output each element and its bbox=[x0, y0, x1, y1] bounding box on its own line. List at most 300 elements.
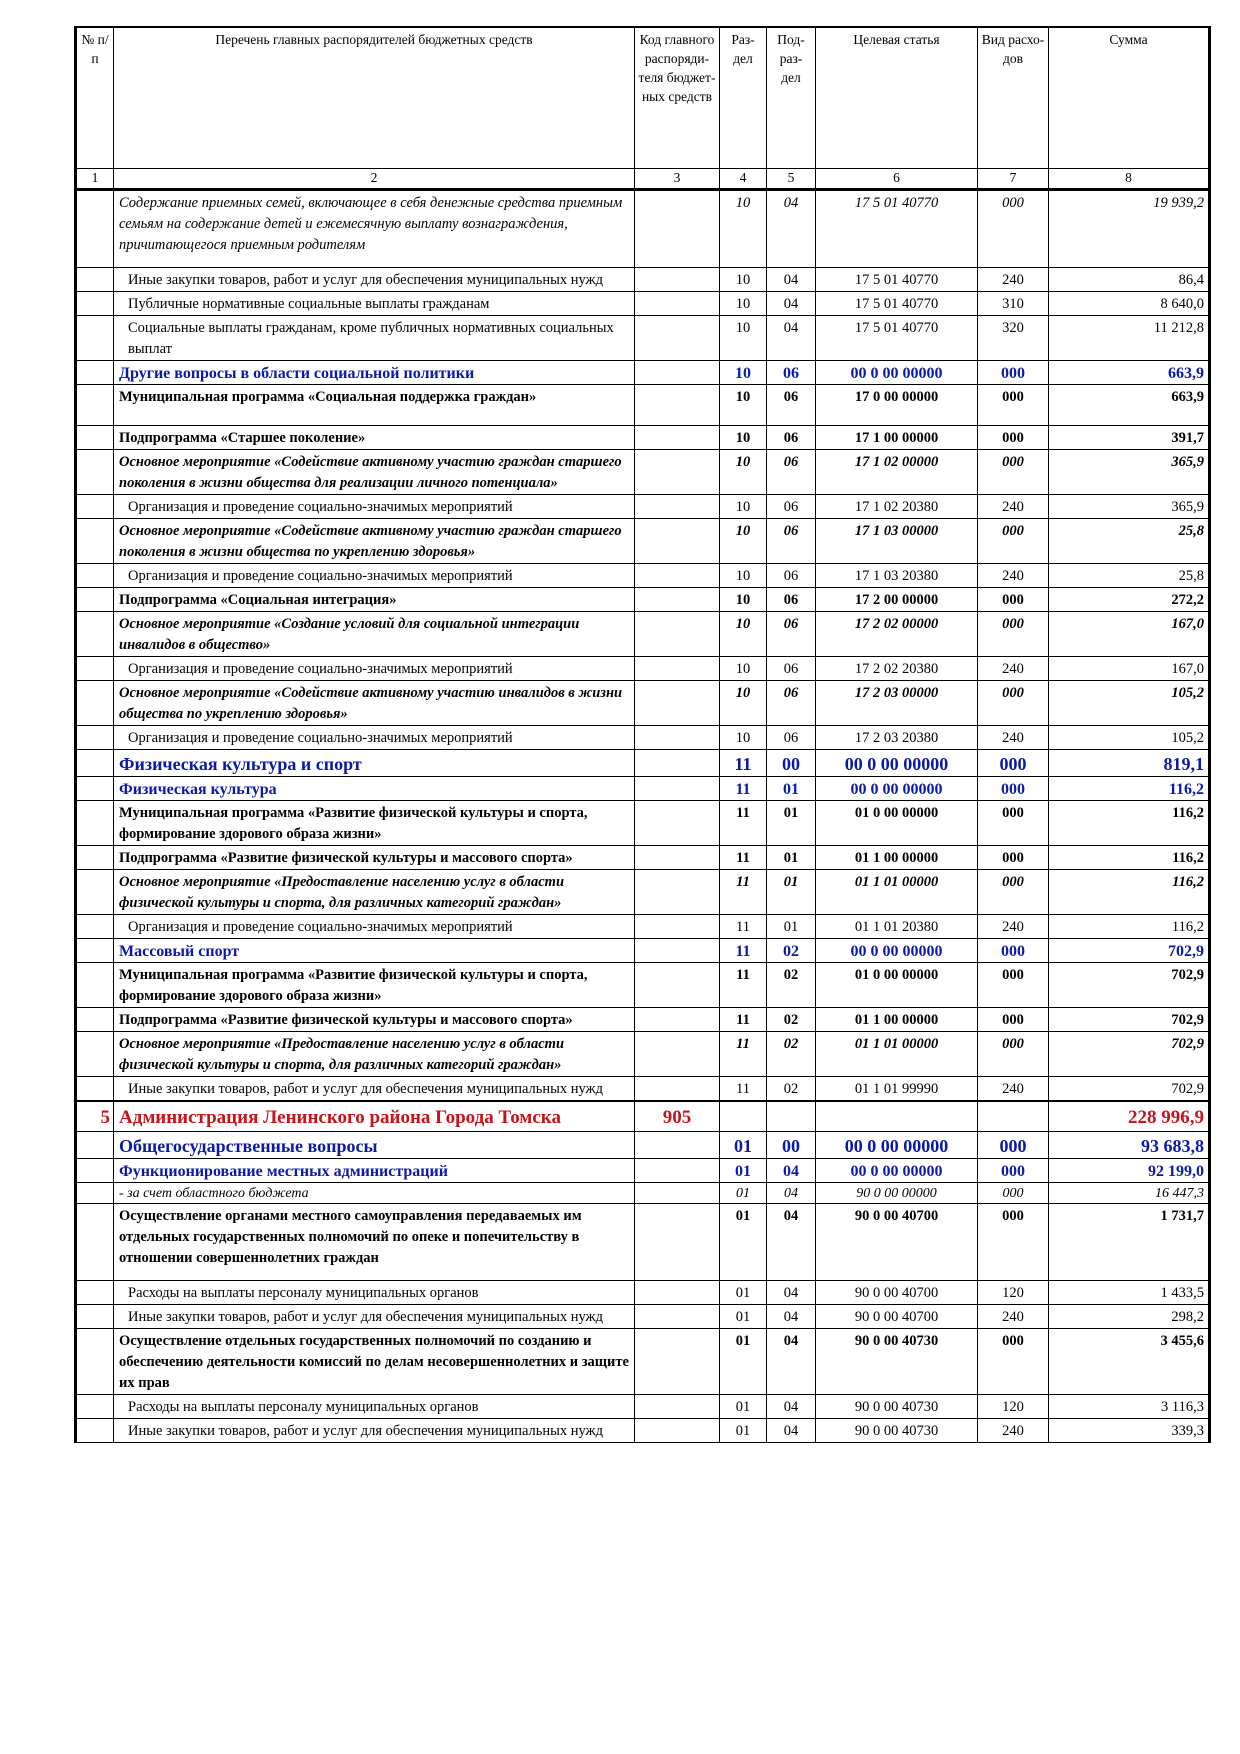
row-name: Публичные нормативные социальные выплаты гражданам bbox=[114, 292, 635, 316]
row-name: Массовый спорт bbox=[114, 939, 635, 963]
table-row bbox=[76, 361, 1210, 385]
table-row bbox=[76, 450, 1210, 495]
row-number bbox=[76, 564, 114, 588]
table-row bbox=[76, 939, 1210, 963]
row-number bbox=[76, 292, 114, 316]
row-sum: 25,8 bbox=[1049, 519, 1210, 564]
row-code bbox=[635, 1183, 720, 1204]
table-row bbox=[76, 519, 1210, 564]
row-razdel bbox=[720, 1101, 767, 1132]
row-code bbox=[635, 750, 720, 777]
budget-table bbox=[74, 26, 1211, 1443]
row-name: Физическая культура bbox=[114, 777, 635, 801]
row-razdel: 11 bbox=[720, 801, 767, 846]
row-razdel: 11 bbox=[720, 777, 767, 801]
row-number bbox=[76, 915, 114, 939]
row-name: Организация и проведение социально-значимых мероприятий bbox=[114, 657, 635, 681]
row-code bbox=[635, 564, 720, 588]
row-vid: 000 bbox=[978, 1183, 1049, 1204]
row-target: 17 1 03 20380 bbox=[816, 564, 978, 588]
row-podrazdel: 04 bbox=[767, 1281, 816, 1305]
row-razdel: 10 bbox=[720, 495, 767, 519]
row-number bbox=[76, 1132, 114, 1159]
row-razdel: 01 bbox=[720, 1305, 767, 1329]
table-row bbox=[76, 870, 1210, 915]
row-razdel: 01 bbox=[720, 1204, 767, 1281]
row-target: 17 1 03 00000 bbox=[816, 519, 978, 564]
table-row bbox=[76, 588, 1210, 612]
row-podrazdel: 06 bbox=[767, 681, 816, 726]
row-podrazdel: 04 bbox=[767, 1329, 816, 1395]
row-number bbox=[76, 939, 114, 963]
row-vid: 000 bbox=[978, 870, 1049, 915]
row-target: 90 0 00 40700 bbox=[816, 1305, 978, 1329]
row-code bbox=[635, 1419, 720, 1443]
row-code bbox=[635, 385, 720, 426]
row-vid: 240 bbox=[978, 268, 1049, 292]
row-razdel: 10 bbox=[720, 268, 767, 292]
row-number bbox=[76, 726, 114, 750]
table-row bbox=[76, 1305, 1210, 1329]
row-target: 90 0 00 40730 bbox=[816, 1419, 978, 1443]
row-razdel: 10 bbox=[720, 564, 767, 588]
row-podrazdel: 00 bbox=[767, 750, 816, 777]
row-name: Общегосударственные вопросы bbox=[114, 1132, 635, 1159]
row-code bbox=[635, 1077, 720, 1102]
row-name: Подпрограмма «Развитие физической культуры и массового спорта» bbox=[114, 846, 635, 870]
row-target: 00 0 00 00000 bbox=[816, 939, 978, 963]
row-number bbox=[76, 385, 114, 426]
row-name: Муниципальная программа «Развитие физической культуры и спорта, формирование здорового образа жизни» bbox=[114, 963, 635, 1008]
row-code bbox=[635, 1008, 720, 1032]
row-name: Содержание приемных семей, включающее в себя денежные средства приемным семьям на содержание детей и ежемесячную выплату вознаграждения, причитающегося приемным родителям bbox=[114, 190, 635, 268]
row-podrazdel: 06 bbox=[767, 426, 816, 450]
row-podrazdel: 04 bbox=[767, 1419, 816, 1443]
row-vid: 000 bbox=[978, 777, 1049, 801]
row-vid: 000 bbox=[978, 1204, 1049, 1281]
row-sum: 663,9 bbox=[1049, 385, 1210, 426]
row-vid: 000 bbox=[978, 939, 1049, 963]
row-name: Муниципальная программа «Социальная поддержка граждан» bbox=[114, 385, 635, 426]
row-razdel: 01 bbox=[720, 1395, 767, 1419]
row-name: Администрация Ленинского района Города Томска bbox=[114, 1101, 635, 1132]
table-row bbox=[76, 1204, 1210, 1281]
row-podrazdel: 04 bbox=[767, 1305, 816, 1329]
row-number bbox=[76, 846, 114, 870]
row-podrazdel: 02 bbox=[767, 939, 816, 963]
header-podrazdel: Под-раз-дел bbox=[767, 27, 816, 169]
row-razdel: 11 bbox=[720, 750, 767, 777]
row-code bbox=[635, 1281, 720, 1305]
row-name: Организация и проведение социально-значимых мероприятий bbox=[114, 915, 635, 939]
row-target: 00 0 00 00000 bbox=[816, 1132, 978, 1159]
row-vid: 000 bbox=[978, 801, 1049, 846]
row-podrazdel: 06 bbox=[767, 450, 816, 495]
row-number bbox=[76, 361, 114, 385]
row-podrazdel: 04 bbox=[767, 1204, 816, 1281]
row-vid: 240 bbox=[978, 726, 1049, 750]
row-sum: 1 731,7 bbox=[1049, 1204, 1210, 1281]
row-code bbox=[635, 1395, 720, 1419]
row-razdel: 11 bbox=[720, 1077, 767, 1102]
row-razdel: 10 bbox=[720, 190, 767, 268]
row-code bbox=[635, 1329, 720, 1395]
row-podrazdel bbox=[767, 1101, 816, 1132]
row-vid: 000 bbox=[978, 588, 1049, 612]
table-row bbox=[76, 750, 1210, 777]
header-name: Перечень главных распорядителей бюджетных средств bbox=[114, 27, 635, 169]
row-name: Подпрограмма «Развитие физической культуры и массового спорта» bbox=[114, 1008, 635, 1032]
row-sum: 702,9 bbox=[1049, 1008, 1210, 1032]
table-row bbox=[76, 316, 1210, 361]
table-row bbox=[76, 963, 1210, 1008]
row-number bbox=[76, 1032, 114, 1077]
row-vid: 000 bbox=[978, 681, 1049, 726]
table-row bbox=[76, 846, 1210, 870]
row-sum: 663,9 bbox=[1049, 361, 1210, 385]
row-vid: 310 bbox=[978, 292, 1049, 316]
row-vid: 000 bbox=[978, 190, 1049, 268]
table-row bbox=[76, 681, 1210, 726]
row-sum: 25,8 bbox=[1049, 564, 1210, 588]
row-code bbox=[635, 801, 720, 846]
row-code bbox=[635, 519, 720, 564]
table-row bbox=[76, 426, 1210, 450]
row-razdel: 10 bbox=[720, 361, 767, 385]
row-name: Осуществление отдельных государственных полномочий по созданию и обеспечению деятельности комиссий по делам несовершеннолетних и защите их прав bbox=[114, 1329, 635, 1395]
row-code bbox=[635, 846, 720, 870]
row-code bbox=[635, 292, 720, 316]
row-name: Осуществление органами местного самоуправления передаваемых им отдельных государственных полномочий по опеке и попечительству в отношении совершеннолетних граждан bbox=[114, 1204, 635, 1281]
column-number: 7 bbox=[978, 169, 1049, 190]
row-sum: 105,2 bbox=[1049, 726, 1210, 750]
row-number bbox=[76, 1305, 114, 1329]
table-row bbox=[76, 1101, 1210, 1132]
row-code: 905 bbox=[635, 1101, 720, 1132]
row-podrazdel: 06 bbox=[767, 495, 816, 519]
header-code: Код главного распоряди-теля бюджет-ных средств bbox=[635, 27, 720, 169]
row-code bbox=[635, 426, 720, 450]
row-podrazdel: 04 bbox=[767, 1183, 816, 1204]
row-target: 00 0 00 00000 bbox=[816, 361, 978, 385]
row-target: 17 5 01 40770 bbox=[816, 268, 978, 292]
row-podrazdel: 04 bbox=[767, 268, 816, 292]
row-razdel: 10 bbox=[720, 519, 767, 564]
row-target: 01 1 00 00000 bbox=[816, 1008, 978, 1032]
row-podrazdel: 01 bbox=[767, 915, 816, 939]
row-target: 17 2 03 00000 bbox=[816, 681, 978, 726]
row-vid: 000 bbox=[978, 750, 1049, 777]
row-podrazdel: 04 bbox=[767, 292, 816, 316]
table-row bbox=[76, 292, 1210, 316]
header-sum: Сумма bbox=[1049, 27, 1210, 169]
row-vid: 000 bbox=[978, 450, 1049, 495]
row-vid: 000 bbox=[978, 1132, 1049, 1159]
row-vid: 000 bbox=[978, 1008, 1049, 1032]
row-podrazdel: 01 bbox=[767, 846, 816, 870]
row-target: 17 2 00 00000 bbox=[816, 588, 978, 612]
header-target: Целевая статья bbox=[816, 27, 978, 169]
table-header-row bbox=[76, 27, 1210, 169]
row-razdel: 10 bbox=[720, 292, 767, 316]
row-number bbox=[76, 495, 114, 519]
header-razdel: Раз-дел bbox=[720, 27, 767, 169]
row-sum: 702,9 bbox=[1049, 963, 1210, 1008]
row-razdel: 01 bbox=[720, 1329, 767, 1395]
row-number bbox=[76, 1204, 114, 1281]
table-row bbox=[76, 1008, 1210, 1032]
row-code bbox=[635, 316, 720, 361]
row-razdel: 11 bbox=[720, 963, 767, 1008]
table-row bbox=[76, 1077, 1210, 1102]
row-sum: 339,3 bbox=[1049, 1419, 1210, 1443]
row-podrazdel: 01 bbox=[767, 870, 816, 915]
row-vid: 000 bbox=[978, 963, 1049, 1008]
row-number bbox=[76, 1159, 114, 1183]
row-code bbox=[635, 726, 720, 750]
row-sum: 228 996,9 bbox=[1049, 1101, 1210, 1132]
row-sum: 11 212,8 bbox=[1049, 316, 1210, 361]
row-razdel: 01 bbox=[720, 1159, 767, 1183]
row-sum: 1 433,5 bbox=[1049, 1281, 1210, 1305]
row-vid: 240 bbox=[978, 1077, 1049, 1102]
row-target: 01 1 01 00000 bbox=[816, 1032, 978, 1077]
row-podrazdel: 06 bbox=[767, 519, 816, 564]
row-number bbox=[76, 681, 114, 726]
row-razdel: 11 bbox=[720, 846, 767, 870]
row-vid: 120 bbox=[978, 1281, 1049, 1305]
row-target: 90 0 00 40730 bbox=[816, 1329, 978, 1395]
row-code bbox=[635, 963, 720, 1008]
row-number bbox=[76, 657, 114, 681]
row-name: Основное мероприятие «Содействие активному участию инвалидов в жизни общества по укреплению здоровья» bbox=[114, 681, 635, 726]
column-number-row bbox=[76, 169, 1210, 190]
row-sum: 19 939,2 bbox=[1049, 190, 1210, 268]
row-number bbox=[76, 870, 114, 915]
row-sum: 16 447,3 bbox=[1049, 1183, 1210, 1204]
column-number: 8 bbox=[1049, 169, 1210, 190]
row-sum: 116,2 bbox=[1049, 777, 1210, 801]
row-razdel: 11 bbox=[720, 870, 767, 915]
row-name: Основное мероприятие «Содействие активному участию граждан старшего поколения в жизни общества для реализации личного потенциала» bbox=[114, 450, 635, 495]
row-sum: 167,0 bbox=[1049, 612, 1210, 657]
row-target: 17 1 00 00000 bbox=[816, 426, 978, 450]
row-name: Подпрограмма «Старшее поколение» bbox=[114, 426, 635, 450]
row-target: 17 2 02 00000 bbox=[816, 612, 978, 657]
row-podrazdel: 06 bbox=[767, 385, 816, 426]
row-target: 00 0 00 00000 bbox=[816, 777, 978, 801]
row-razdel: 10 bbox=[720, 316, 767, 361]
row-vid: 000 bbox=[978, 846, 1049, 870]
table-row bbox=[76, 1183, 1210, 1204]
row-target: 90 0 00 40730 bbox=[816, 1395, 978, 1419]
row-target: 01 1 00 00000 bbox=[816, 846, 978, 870]
row-target: 01 1 01 00000 bbox=[816, 870, 978, 915]
row-sum: 86,4 bbox=[1049, 268, 1210, 292]
table-row bbox=[76, 1395, 1210, 1419]
row-code bbox=[635, 777, 720, 801]
row-podrazdel: 04 bbox=[767, 316, 816, 361]
row-target: 17 1 02 20380 bbox=[816, 495, 978, 519]
table-row bbox=[76, 1329, 1210, 1395]
row-target: 17 5 01 40770 bbox=[816, 292, 978, 316]
row-number bbox=[76, 450, 114, 495]
row-name: Функционирование местных администраций bbox=[114, 1159, 635, 1183]
row-razdel: 01 bbox=[720, 1281, 767, 1305]
row-number bbox=[76, 1281, 114, 1305]
row-number bbox=[76, 1395, 114, 1419]
row-number: 5 bbox=[76, 1101, 114, 1132]
row-code bbox=[635, 1305, 720, 1329]
row-razdel: 10 bbox=[720, 612, 767, 657]
row-number bbox=[76, 190, 114, 268]
row-podrazdel: 02 bbox=[767, 1008, 816, 1032]
row-target: 90 0 00 40700 bbox=[816, 1281, 978, 1305]
row-code bbox=[635, 588, 720, 612]
row-name: Основное мероприятие «Предоставление населению услуг в области физической культуры и спорта, для различных категорий граждан» bbox=[114, 1032, 635, 1077]
row-target bbox=[816, 1101, 978, 1132]
row-number bbox=[76, 750, 114, 777]
row-code bbox=[635, 1159, 720, 1183]
table-row bbox=[76, 495, 1210, 519]
column-number: 1 bbox=[76, 169, 114, 190]
row-podrazdel: 06 bbox=[767, 564, 816, 588]
row-razdel: 10 bbox=[720, 450, 767, 495]
row-name: Основное мероприятие «Содействие активному участию граждан старшего поколения в жизни общества по укреплению здоровья» bbox=[114, 519, 635, 564]
table-row bbox=[76, 612, 1210, 657]
row-vid: 320 bbox=[978, 316, 1049, 361]
row-target: 17 1 02 00000 bbox=[816, 450, 978, 495]
row-sum: 116,2 bbox=[1049, 846, 1210, 870]
row-podrazdel: 01 bbox=[767, 801, 816, 846]
table-row bbox=[76, 1032, 1210, 1077]
row-sum: 272,2 bbox=[1049, 588, 1210, 612]
row-target: 00 0 00 00000 bbox=[816, 1159, 978, 1183]
row-razdel: 10 bbox=[720, 726, 767, 750]
row-podrazdel: 02 bbox=[767, 963, 816, 1008]
row-number bbox=[76, 777, 114, 801]
row-sum: 391,7 bbox=[1049, 426, 1210, 450]
row-code bbox=[635, 190, 720, 268]
row-code bbox=[635, 361, 720, 385]
row-code bbox=[635, 657, 720, 681]
row-number bbox=[76, 268, 114, 292]
row-vid: 000 bbox=[978, 612, 1049, 657]
row-podrazdel: 04 bbox=[767, 1159, 816, 1183]
table-row bbox=[76, 915, 1210, 939]
row-sum: 819,1 bbox=[1049, 750, 1210, 777]
row-number bbox=[76, 1008, 114, 1032]
table-row bbox=[76, 1132, 1210, 1159]
row-target: 17 2 02 20380 bbox=[816, 657, 978, 681]
column-number: 3 bbox=[635, 169, 720, 190]
row-podrazdel: 02 bbox=[767, 1077, 816, 1102]
row-sum: 702,9 bbox=[1049, 939, 1210, 963]
row-sum: 116,2 bbox=[1049, 915, 1210, 939]
row-code bbox=[635, 268, 720, 292]
row-sum: 93 683,8 bbox=[1049, 1132, 1210, 1159]
row-target: 01 1 01 20380 bbox=[816, 915, 978, 939]
row-sum: 702,9 bbox=[1049, 1032, 1210, 1077]
table-row bbox=[76, 1159, 1210, 1183]
row-podrazdel: 06 bbox=[767, 612, 816, 657]
row-razdel: 11 bbox=[720, 1032, 767, 1077]
row-code bbox=[635, 681, 720, 726]
row-number bbox=[76, 612, 114, 657]
row-sum: 116,2 bbox=[1049, 801, 1210, 846]
header-vid: Вид расхо-дов bbox=[978, 27, 1049, 169]
row-number bbox=[76, 801, 114, 846]
row-code bbox=[635, 939, 720, 963]
row-number bbox=[76, 963, 114, 1008]
row-vid: 000 bbox=[978, 1329, 1049, 1395]
budget-document bbox=[74, 26, 1208, 1443]
row-number bbox=[76, 588, 114, 612]
table-body bbox=[76, 190, 1210, 1443]
row-code bbox=[635, 1032, 720, 1077]
row-sum: 702,9 bbox=[1049, 1077, 1210, 1102]
row-vid: 240 bbox=[978, 915, 1049, 939]
table-row bbox=[76, 1419, 1210, 1443]
row-sum: 92 199,0 bbox=[1049, 1159, 1210, 1183]
row-podrazdel: 02 bbox=[767, 1032, 816, 1077]
row-number bbox=[76, 1419, 114, 1443]
row-sum: 3 455,6 bbox=[1049, 1329, 1210, 1395]
row-sum: 116,2 bbox=[1049, 870, 1210, 915]
column-number: 5 bbox=[767, 169, 816, 190]
row-name: Социальные выплаты гражданам, кроме публичных нормативных социальных выплат bbox=[114, 316, 635, 361]
row-podrazdel: 06 bbox=[767, 361, 816, 385]
row-podrazdel: 06 bbox=[767, 657, 816, 681]
row-target: 90 0 00 00000 bbox=[816, 1183, 978, 1204]
table-row bbox=[76, 190, 1210, 268]
row-razdel: 10 bbox=[720, 385, 767, 426]
row-vid: 120 bbox=[978, 1395, 1049, 1419]
row-number bbox=[76, 1183, 114, 1204]
row-vid: 240 bbox=[978, 564, 1049, 588]
row-razdel: 10 bbox=[720, 426, 767, 450]
column-number: 4 bbox=[720, 169, 767, 190]
row-target: 01 0 00 00000 bbox=[816, 801, 978, 846]
row-name: Основное мероприятие «Создание условий для социальной интеграции инвалидов в общество» bbox=[114, 612, 635, 657]
row-podrazdel: 04 bbox=[767, 1395, 816, 1419]
row-vid: 000 bbox=[978, 385, 1049, 426]
row-target: 00 0 00 00000 bbox=[816, 750, 978, 777]
row-target: 17 5 01 40770 bbox=[816, 190, 978, 268]
row-vid: 000 bbox=[978, 1032, 1049, 1077]
row-code bbox=[635, 450, 720, 495]
column-number: 2 bbox=[114, 169, 635, 190]
row-name: Иные закупки товаров, работ и услуг для обеспечения муниципальных нужд bbox=[114, 1419, 635, 1443]
row-razdel: 10 bbox=[720, 657, 767, 681]
row-target: 17 0 00 00000 bbox=[816, 385, 978, 426]
row-razdel: 10 bbox=[720, 588, 767, 612]
row-vid: 240 bbox=[978, 1305, 1049, 1329]
row-podrazdel: 01 bbox=[767, 777, 816, 801]
row-vid: 000 bbox=[978, 426, 1049, 450]
row-name: Другие вопросы в области социальной политики bbox=[114, 361, 635, 385]
row-target: 90 0 00 40700 bbox=[816, 1204, 978, 1281]
row-sum: 3 116,3 bbox=[1049, 1395, 1210, 1419]
row-sum: 365,9 bbox=[1049, 495, 1210, 519]
row-podrazdel: 06 bbox=[767, 588, 816, 612]
table-row bbox=[76, 268, 1210, 292]
row-razdel: 01 bbox=[720, 1419, 767, 1443]
row-number bbox=[76, 519, 114, 564]
row-name: Организация и проведение социально-значимых мероприятий bbox=[114, 564, 635, 588]
table-row bbox=[76, 801, 1210, 846]
table-row bbox=[76, 777, 1210, 801]
